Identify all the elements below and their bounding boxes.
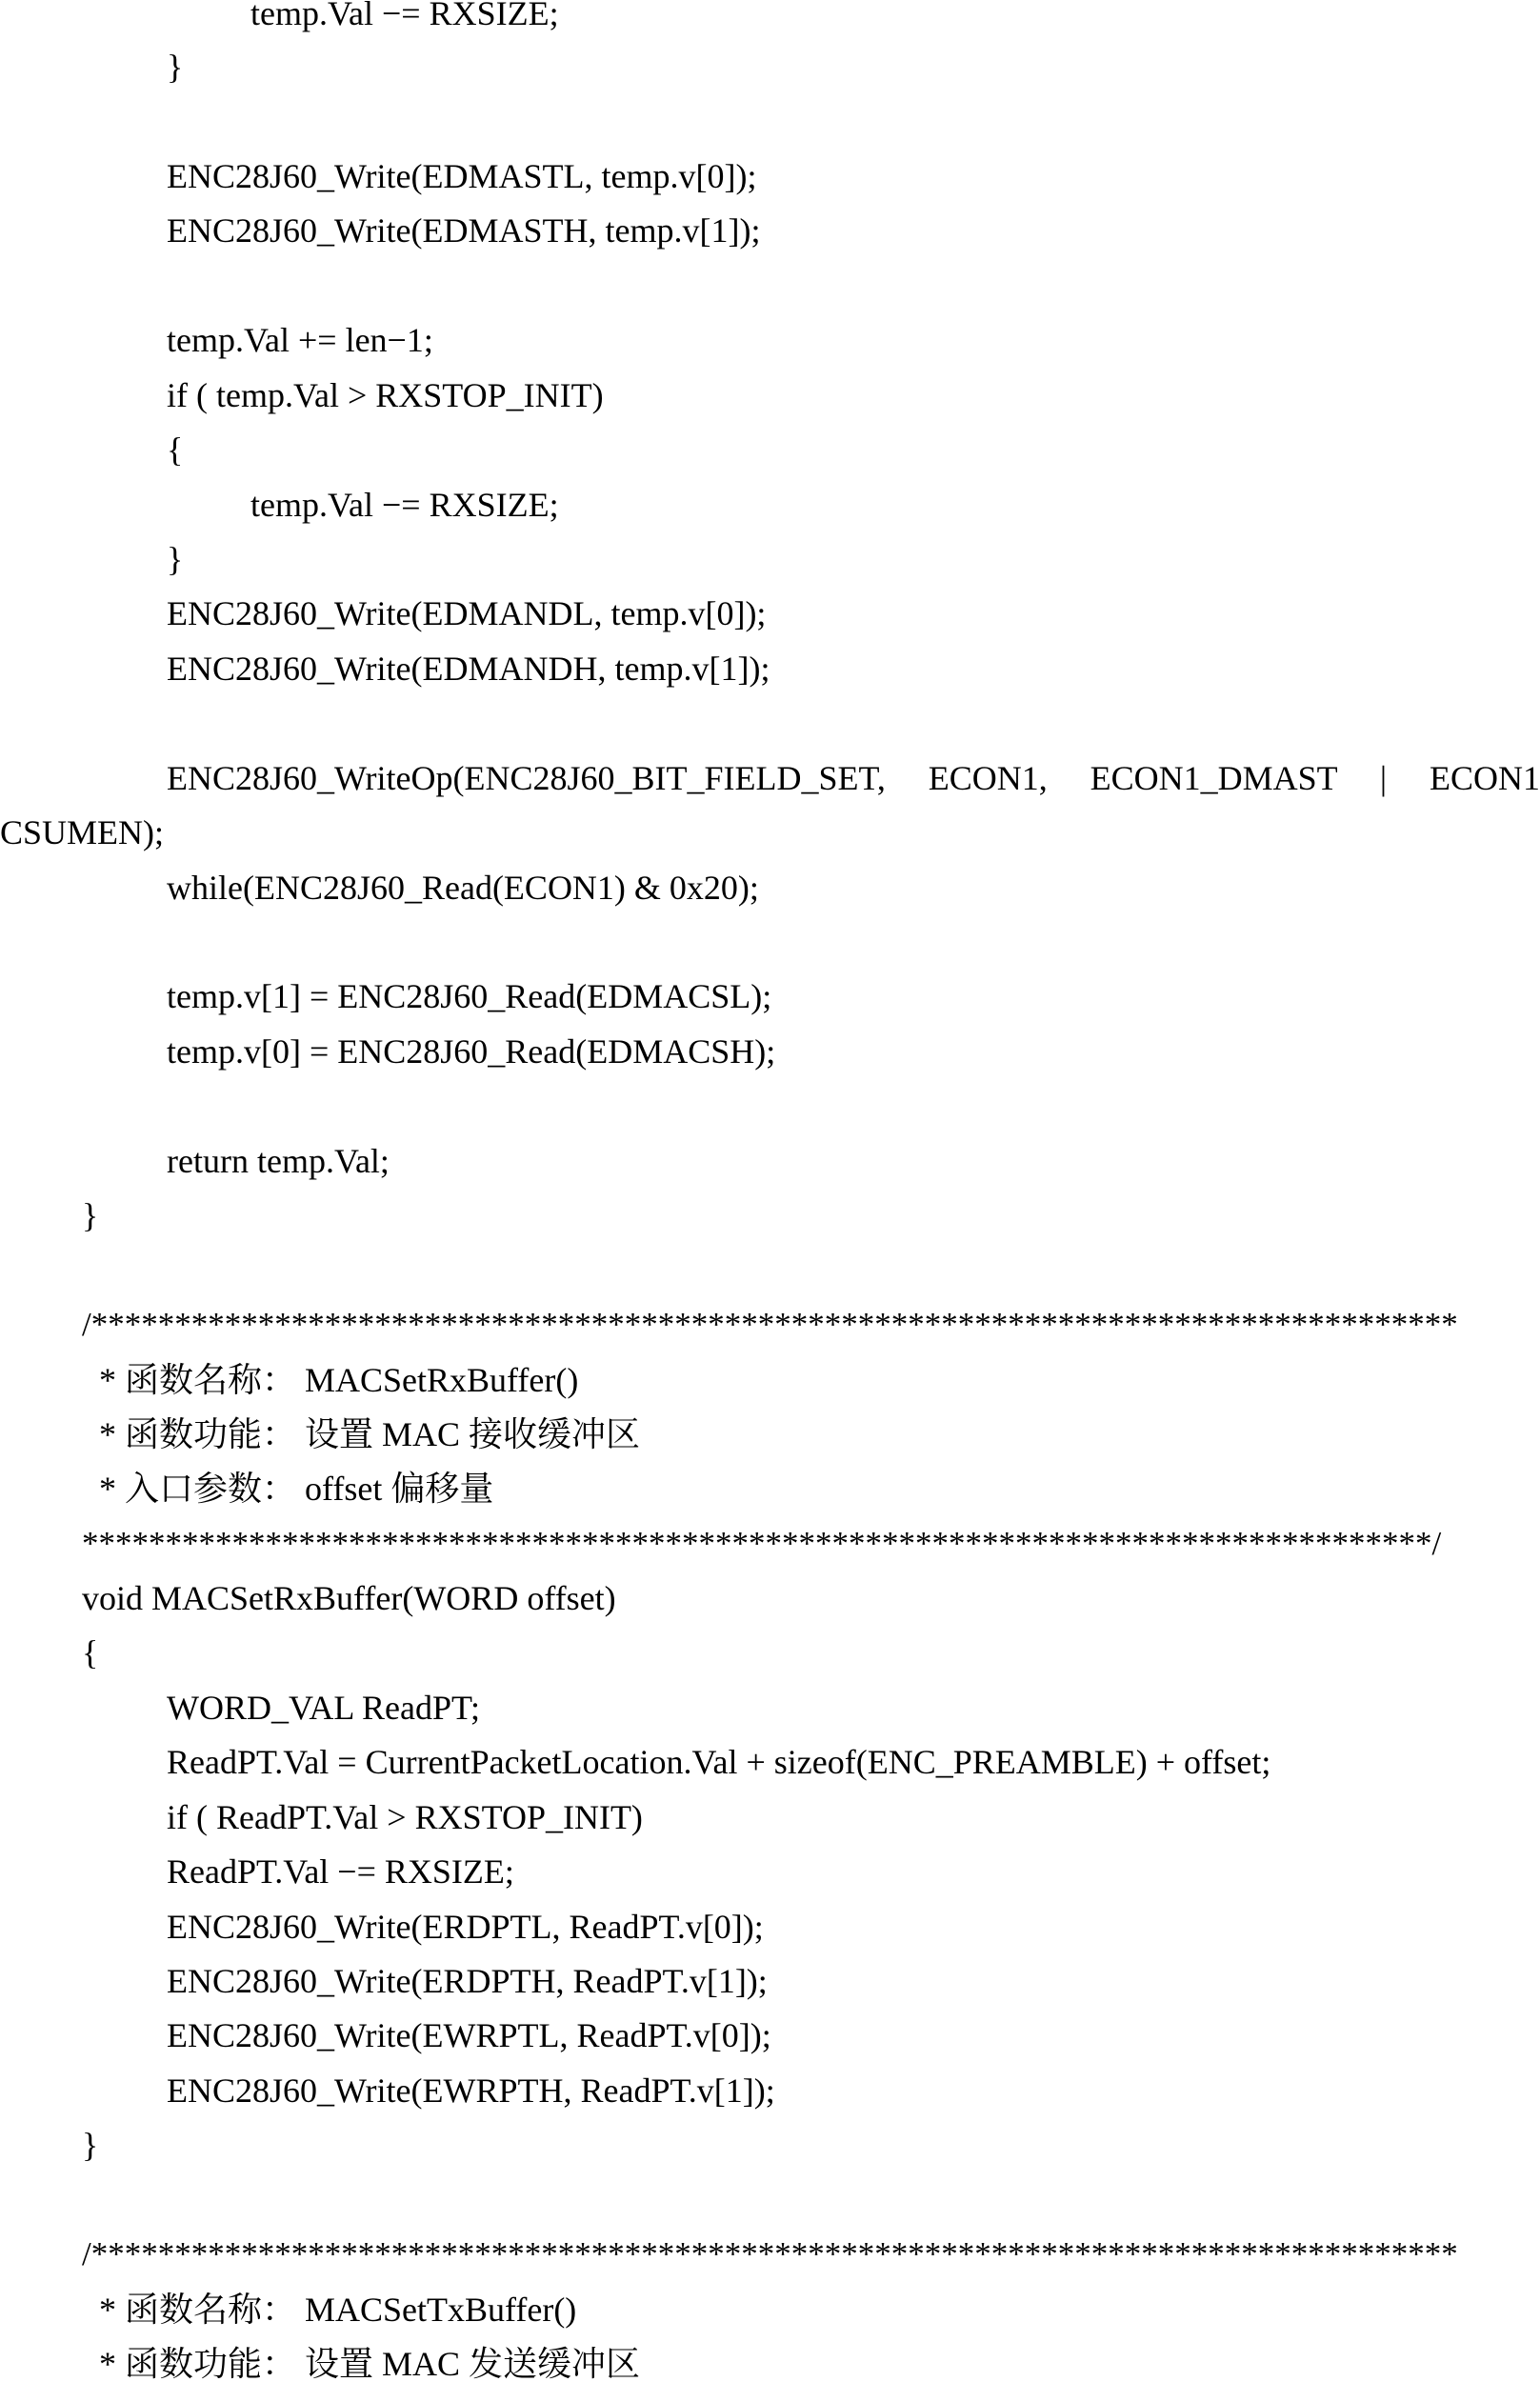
- code-line: ENC28J60_Write(EDMANDH, temp.v[1]);: [167, 650, 770, 688]
- code-line: void MACSetRxBuffer(WORD offset): [82, 1579, 616, 1617]
- code-line: {: [82, 1633, 99, 1671]
- code-line: ReadPT.Val −= RXSIZE;: [167, 1852, 514, 1891]
- code-line: CSUMEN);: [0, 813, 165, 851]
- code-line: }: [82, 2126, 99, 2164]
- comment-line: * 函数功能： 设置 MAC 发送缓冲区: [99, 2345, 641, 2382]
- code-line: temp.Val += len−1;: [167, 321, 433, 359]
- code-line: ENC28J60_Write(EDMASTL, temp.v[0]);: [167, 157, 757, 195]
- code-line: }: [167, 540, 184, 578]
- code-line: temp.Val −= RXSIZE;: [250, 486, 559, 524]
- code-line: return temp.Val;: [167, 1142, 390, 1180]
- code-line: ENC28J60_Write(EDMANDL, temp.v[0]);: [167, 594, 767, 632]
- code-line: if ( temp.Val > RXSTOP_INIT): [167, 376, 604, 414]
- comment-line: * 函数功能： 设置 MAC 接收缓冲区: [99, 1415, 641, 1453]
- code-line: temp.v[1] = ENC28J60_Read(EDMACSL);: [167, 977, 772, 1015]
- code-line: {: [167, 430, 184, 469]
- code-line: }: [82, 1196, 99, 1234]
- code-line: ReadPT.Val = CurrentPacketLocation.Val + sizeof(ENC_PREAMBLE) + offset;: [167, 1743, 1271, 1781]
- code-line: ENC28J60_WriteOp(ENC28J60_BIT_FIELD_SET, ECON1, ECON1_DMAST | ECON1: [167, 759, 1540, 797]
- code-line: }: [167, 48, 184, 86]
- comment-line: * 入口参数： offset 偏移量: [99, 1470, 494, 1508]
- code-line: ENC28J60_Write(EWRPTL, ReadPT.v[0]);: [167, 2016, 771, 2054]
- code-line: temp.Val −= RXSIZE;: [250, 0, 559, 32]
- comment-border-line: *********************************************************************************/: [82, 1525, 1442, 1562]
- comment-border-line: /**********************************************************************************: [82, 2235, 1458, 2272]
- code-line: ENC28J60_Write(EWRPTH, ReadPT.v[1]);: [167, 2072, 775, 2110]
- code-line: temp.v[0] = ENC28J60_Read(EDMACSH);: [167, 1032, 776, 1071]
- code-line: ENC28J60_Write(EDMASTH, temp.v[1]);: [167, 211, 761, 250]
- comment-line: * 函数名称： MACSetTxBuffer(): [99, 2291, 577, 2329]
- comment-line: * 函数名称： MACSetRxBuffer(): [99, 1361, 579, 1399]
- code-line: WORD_VAL ReadPT;: [167, 1689, 480, 1727]
- comment-border-line: /**********************************************************************************: [82, 1306, 1458, 1343]
- code-line: ENC28J60_Write(ERDPTH, ReadPT.v[1]);: [167, 1962, 768, 2000]
- code-line: while(ENC28J60_Read(ECON1) & 0x20);: [167, 869, 759, 907]
- code-line: ENC28J60_Write(ERDPTL, ReadPT.v[0]);: [167, 1908, 764, 1946]
- code-line: if ( ReadPT.Val > RXSTOP_INIT): [167, 1798, 643, 1836]
